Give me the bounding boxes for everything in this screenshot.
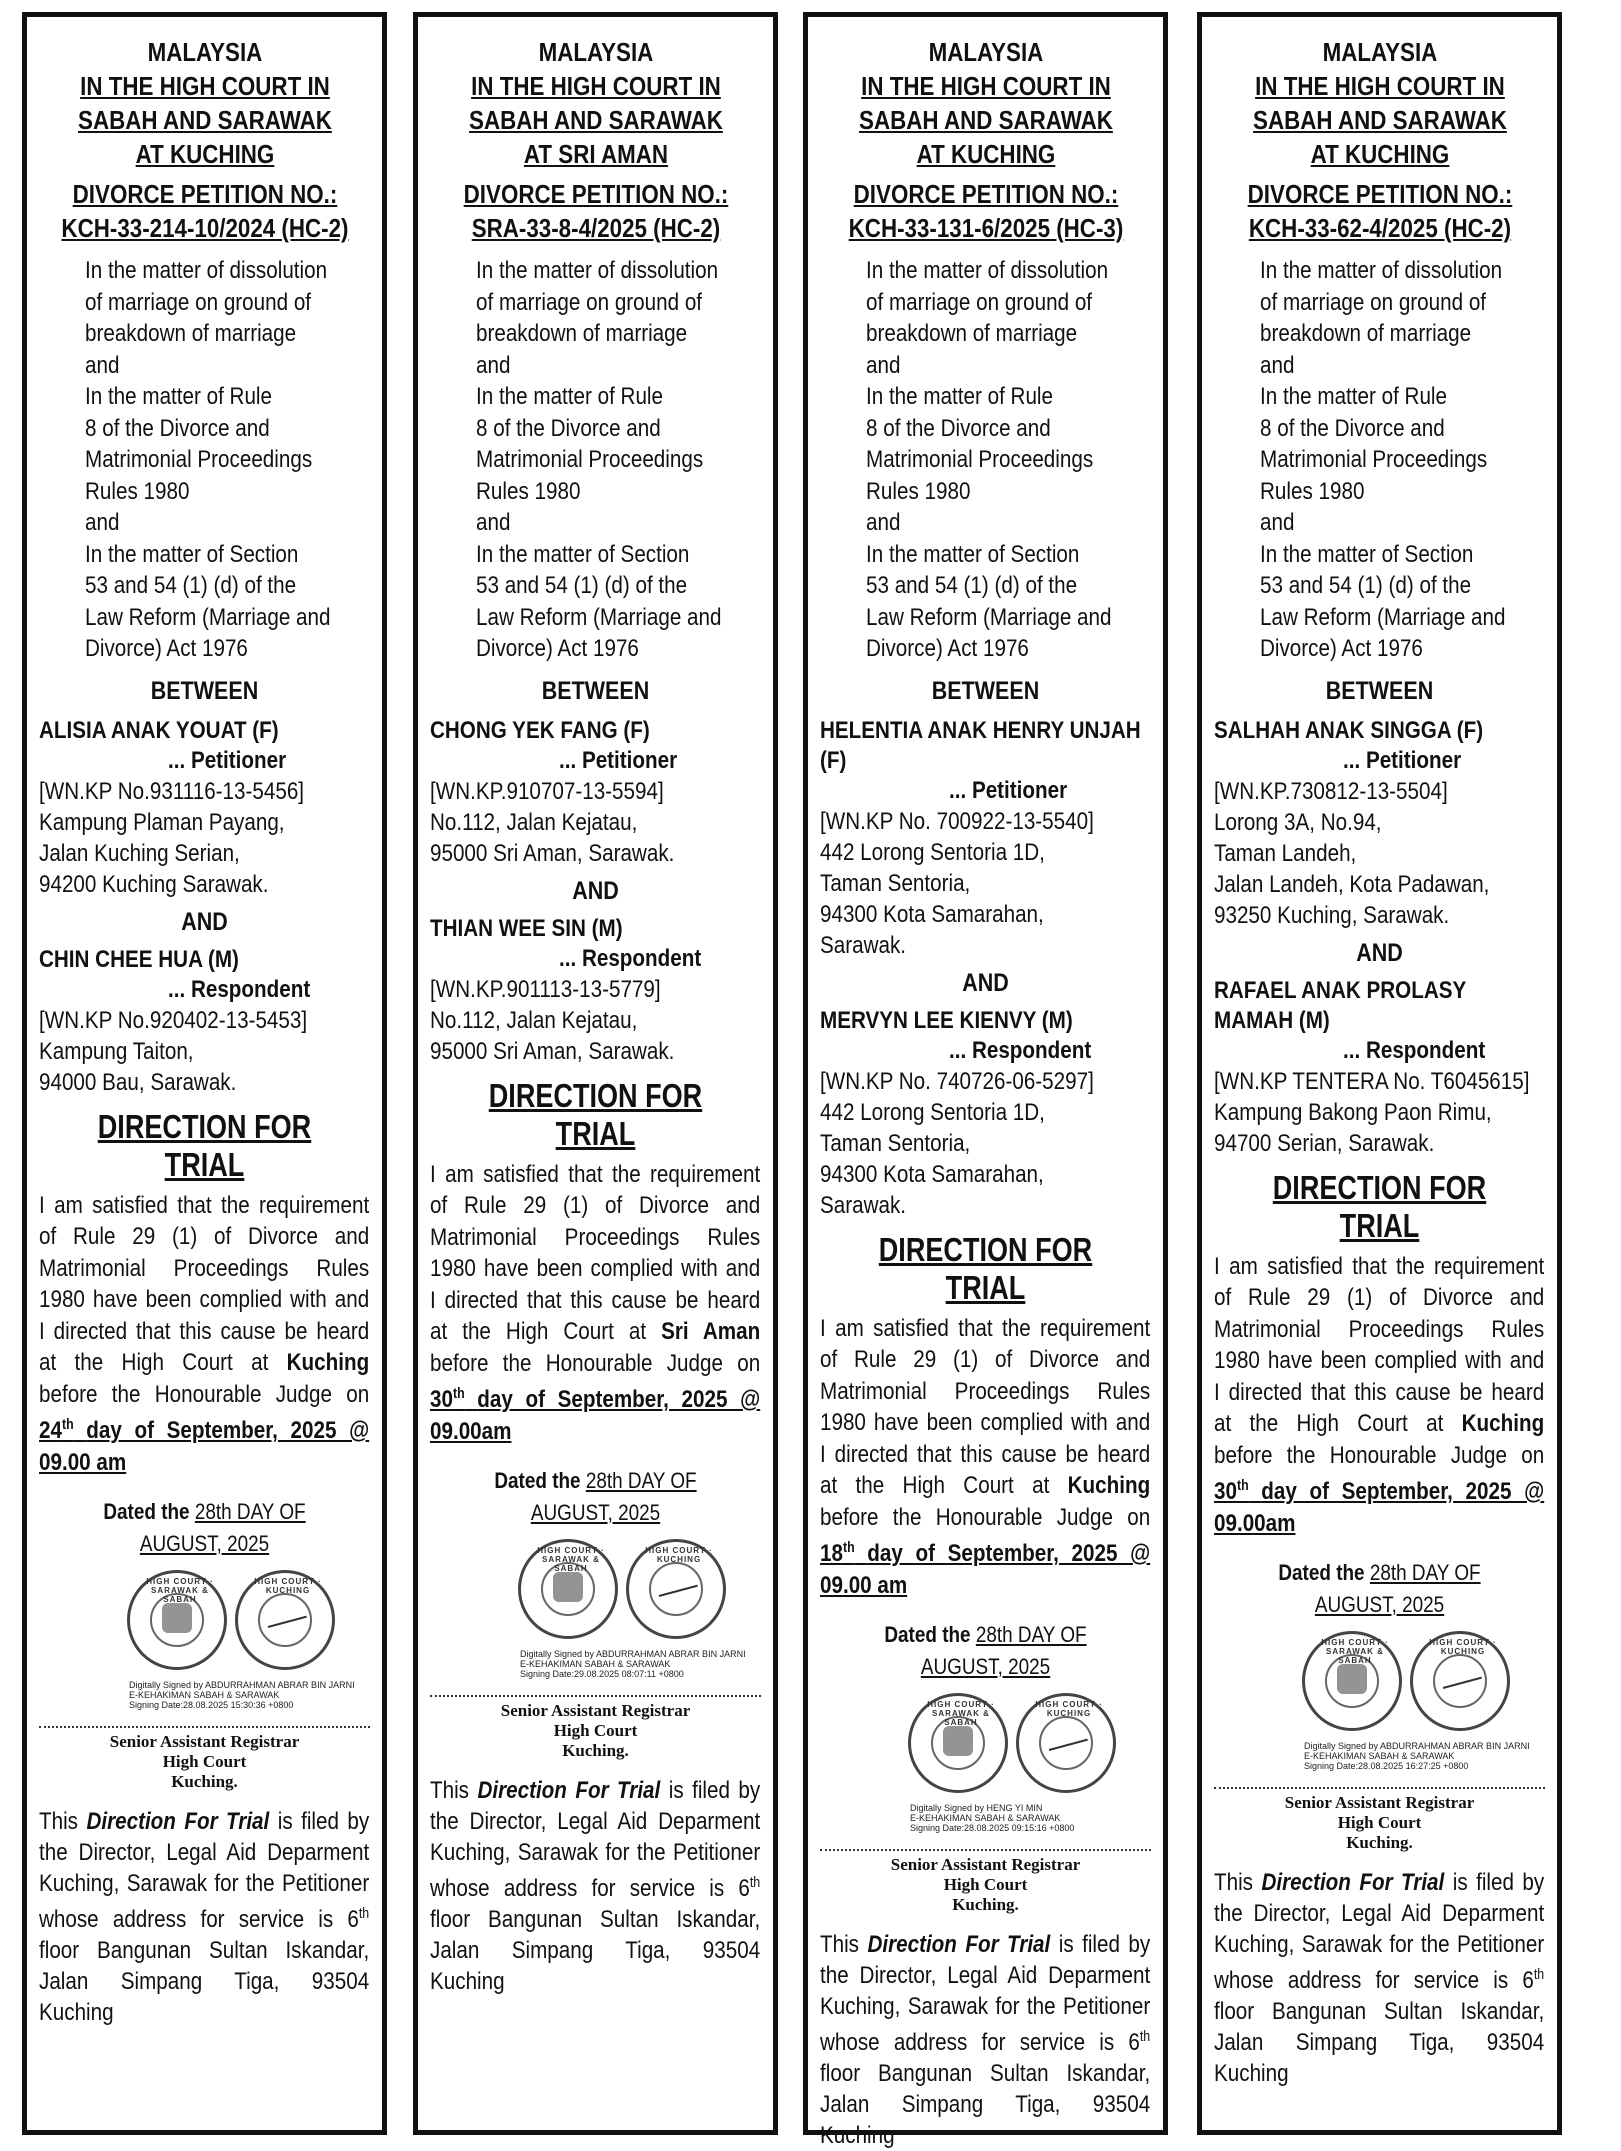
trial-place: Kuching — [1067, 1472, 1151, 1499]
respondent-address — [1214, 1066, 1544, 1159]
text-line: High Court — [553, 1721, 638, 1740]
registrar-block — [1214, 1793, 1545, 1853]
court-header — [39, 35, 369, 245]
text-line: Digitally Signed by ABDURRAHMAN ABRAR BIN JARNI — [1304, 1741, 1530, 1751]
matter-block — [1260, 255, 1590, 665]
petitioner-name: HELENTIA ANAK HENRY UNJAH (F) — [820, 716, 1141, 774]
text-line: Kampung Taiton, — [39, 1037, 194, 1065]
trial-date: 30th day of September, 2025 @ 09.00am — [1214, 1478, 1545, 1537]
text-line: Kuching. — [1346, 1833, 1413, 1852]
text-line: of marriage on ground of — [866, 288, 1093, 316]
text-line: In the matter of Rule — [866, 383, 1054, 410]
petitioner-name: SALHAH ANAK SINGGA (F) — [1214, 716, 1484, 744]
text-line: In the matter of Rule — [1260, 383, 1448, 410]
petitioner-role: ... Petitioner — [559, 746, 678, 774]
text-line: High Court — [1337, 1813, 1422, 1832]
text-line: Matrimonial Proceedings — [866, 446, 1094, 473]
text-line: 95000 Sri Aman, Sarawak. — [430, 1037, 675, 1065]
dated-line — [843, 1619, 1128, 1683]
text-line: Lorong 3A, No.94, — [1214, 808, 1382, 836]
text-line: of marriage on ground of — [476, 288, 703, 316]
registrar-seal-icon — [1410, 1631, 1510, 1731]
digital-signature — [1214, 1741, 1530, 1771]
text-line: Divorce) Act 1976 — [866, 635, 1029, 662]
text-line: In the matter of dissolution — [1260, 257, 1503, 284]
text-line: and — [85, 509, 120, 536]
text-line: Signing Date:29.08.2025 08:07:11 +0800 — [520, 1669, 684, 1679]
text-line: Digitally Signed by ABDURRAHMAN ABRAR BIN JARNI — [520, 1649, 746, 1659]
text-line: Law Reform (Marriage and — [476, 603, 722, 631]
petitioner-role: ... Petitioner — [1343, 746, 1462, 774]
registrar-block — [430, 1701, 761, 1761]
notice-column — [22, 12, 387, 2135]
dated-value: 28th DAY OF AUGUST, 2025 — [139, 1499, 306, 1556]
dated-value: 28th DAY OF AUGUST, 2025 — [530, 1468, 697, 1525]
text-line: Signing Date:28.08.2025 09:15:16 +0800 — [910, 1823, 1075, 1833]
petitioner-name: ALISIA ANAK YOUAT (F) — [39, 716, 279, 744]
text-line: In the matter of Section — [476, 540, 690, 568]
and-label: AND — [572, 876, 619, 905]
direction-text: I am satisfied that the requirement of Rule 29 (1) of Divorce and Matrimonial Proceedings Rules 1980 have been complied with and I directed that this cause be heard at the High Court at — [820, 1314, 1151, 1499]
respondent-role: ... Respondent — [168, 975, 311, 1003]
text-line: Digitally Signed by ABDURRAHMAN ABRAR BIN JARNI — [129, 1680, 355, 1690]
petition-number: KCH-33-62-4/2025 (HC-2) — [1248, 213, 1511, 243]
text-line: [WN.KP No.931116-13-5456] — [39, 777, 305, 805]
direction-title: DIRECTION FOR TRIAL — [488, 1076, 703, 1152]
text-line: Law Reform (Marriage and — [85, 603, 331, 631]
direction-text-2: before the Honourable Judge on — [430, 1349, 761, 1377]
text-line: Senior Assistant Registrar — [500, 1701, 691, 1720]
court-location: AT KUCHING — [916, 139, 1055, 169]
text-line: 94300 Kota Samarahan, — [820, 1160, 1044, 1188]
petition-number: KCH-33-214-10/2024 (HC-2) — [60, 213, 349, 243]
petition-number: KCH-33-131-6/2025 (HC-3) — [848, 213, 1123, 243]
court-line: IN THE HIGH COURT IN — [1254, 71, 1505, 101]
text-line: Divorce) Act 1976 — [476, 635, 639, 662]
text-line: E-KEHAKIMAN SABAH & SARAWAK — [129, 1690, 280, 1700]
trial-place: Kuching — [1461, 1410, 1545, 1437]
text-line: and — [476, 509, 511, 536]
trial-date: 30th day of September, 2025 @ 09.00am — [430, 1386, 761, 1445]
trial-place: Sri Aman — [661, 1318, 761, 1345]
text-line: Rules 1980 — [866, 477, 971, 505]
and-label: AND — [1356, 938, 1403, 967]
petition-label: DIVORCE PETITION NO.: — [853, 179, 1118, 209]
country-title: MALAYSIA — [928, 37, 1043, 67]
text-line: 53 and 54 (1) (d) of the — [866, 572, 1078, 599]
text-line: and — [866, 509, 901, 536]
direction-text: I am satisfied that the requirement of Rule 29 (1) of Divorce and Matrimonial Proceedings Rules 1980 have been complied with and I directed that this cause be heard at the High Court at — [1214, 1252, 1545, 1437]
text-line: In the matter of dissolution — [476, 257, 719, 284]
text-line: and — [85, 351, 120, 379]
court-seal-icon — [908, 1693, 1008, 1793]
seal-text: HIGH COURT · SARAWAK & SABAH — [927, 1700, 995, 1727]
petitioner-role: ... Petitioner — [949, 776, 1068, 804]
text-line: Taman Sentoria, — [820, 869, 971, 897]
trial-place: Kuching — [286, 1349, 370, 1376]
respondent-name: RAFAEL ANAK PROLASY MAMAH (M) — [1214, 976, 1466, 1034]
court-seal-icon — [127, 1570, 227, 1670]
text-line: 94200 Kuching Sarawak. — [39, 870, 269, 898]
text-line: breakdown of marriage — [1260, 320, 1472, 347]
notice-column — [1197, 12, 1562, 2135]
signature-line — [1214, 1787, 1545, 1789]
filed-emphasis: Direction For Trial — [867, 1931, 1051, 1958]
respondent-name: THIAN WEE SIN (M) — [430, 914, 623, 942]
petitioner-address — [820, 806, 1150, 961]
filed-by-text: This Direction For Trial is filed by the Director, Legal Aid Deparment Kuching, Sarawak for the Petitioner whose address for service is 6th floor Bangunan Sultan Iskandar, Jalan Simpang Tiga, 93504 Kuching — [430, 1777, 761, 1995]
text-line: 93250 Kuching, Sarawak. — [1214, 901, 1450, 929]
petition-label: DIVORCE PETITION NO.: — [463, 179, 728, 209]
petitioner-address — [430, 776, 760, 869]
court-line: SABAH AND SARAWAK — [1252, 105, 1507, 135]
matter-block — [866, 255, 1196, 665]
signature-line — [820, 1849, 1151, 1851]
text-line: E-KEHAKIMAN SABAH & SARAWAK — [910, 1813, 1061, 1823]
court-location: AT KUCHING — [1310, 139, 1449, 169]
petitioner-name: CHONG YEK FANG (F) — [430, 716, 650, 744]
dated-label: Dated the — [1278, 1560, 1365, 1585]
signature-line — [39, 1726, 370, 1728]
text-line: Rules 1980 — [1260, 477, 1365, 505]
direction-body — [39, 1190, 369, 1479]
text-line: Kuching. — [562, 1741, 629, 1760]
filed-by-text: This Direction For Trial is filed by the Director, Legal Aid Deparment Kuching, Sarawak for the Petitioner whose address for service is 6th floor Bangunan Sultan Iskandar, Jalan Simpang Tiga, 93504 Kuching — [1214, 1869, 1545, 2087]
dated-line — [1237, 1557, 1522, 1621]
direction-text: I am satisfied that the requirement of Rule 29 (1) of Divorce and Matrimonial Proceedings Rules 1980 have been complied with and I directed that this cause be heard at the High Court at — [430, 1160, 761, 1345]
court-header — [820, 35, 1150, 245]
seal-text: HIGH COURT · KUCHING — [1429, 1638, 1497, 1656]
text-line: and — [476, 351, 511, 379]
text-line: E-KEHAKIMAN SABAH & SARAWAK — [520, 1659, 671, 1669]
text-line: 53 and 54 (1) (d) of the — [85, 572, 297, 599]
text-line: In the matter of dissolution — [866, 257, 1109, 284]
text-line: 442 Lorong Sentoria 1D, — [820, 838, 1045, 866]
petition-label: DIVORCE PETITION NO.: — [1247, 179, 1512, 209]
text-line: of marriage on ground of — [85, 288, 312, 316]
court-line: IN THE HIGH COURT IN — [79, 71, 330, 101]
dated-line — [453, 1465, 738, 1529]
text-line: Digitally Signed by HENG YI MIN — [910, 1803, 1043, 1813]
seals — [430, 1539, 761, 1689]
court-line: SABAH AND SARAWAK — [77, 105, 332, 135]
between-label: BETWEEN — [541, 676, 650, 705]
text-line: [WN.KP.901113-13-5779] — [430, 975, 661, 1003]
registrar-seal-icon — [626, 1539, 726, 1639]
seals — [820, 1693, 1151, 1843]
direction-title: DIRECTION FOR TRIAL — [1272, 1168, 1487, 1244]
text-line: Jalan Kuching Serian, — [39, 839, 240, 867]
text-line: Kuching. — [171, 1772, 238, 1791]
text-line: 94300 Kota Samarahan, — [820, 900, 1044, 928]
direction-text-2: before the Honourable Judge on — [39, 1380, 370, 1408]
text-line: Matrimonial Proceedings — [85, 446, 313, 473]
text-line: In the matter of Rule — [85, 383, 273, 410]
between-label: BETWEEN — [931, 676, 1040, 705]
direction-body — [820, 1313, 1150, 1602]
seal-text: HIGH COURT · SARAWAK & SABAH — [1321, 1638, 1389, 1665]
text-line: Kampung Bakong Paon Rimu, — [1214, 1098, 1492, 1126]
direction-text-2: before the Honourable Judge on — [820, 1503, 1151, 1531]
respondent-address — [820, 1066, 1150, 1221]
text-line: High Court — [162, 1752, 247, 1771]
text-line: In the matter of dissolution — [85, 257, 328, 284]
dated-label: Dated the — [884, 1622, 971, 1647]
petitioner-address — [1214, 776, 1544, 931]
text-line: High Court — [943, 1875, 1028, 1894]
court-line: IN THE HIGH COURT IN — [470, 71, 721, 101]
between-label: BETWEEN — [150, 676, 259, 705]
direction-text-2: before the Honourable Judge on — [1214, 1441, 1545, 1469]
country-title: MALAYSIA — [538, 37, 653, 67]
registrar-block — [820, 1855, 1151, 1915]
court-line: SABAH AND SARAWAK — [468, 105, 723, 135]
filed-emphasis: Direction For Trial — [86, 1808, 270, 1835]
respondent-address — [430, 974, 760, 1067]
text-line: Kampung Plaman Payang, — [39, 808, 285, 836]
respondent-role: ... Respondent — [559, 944, 702, 972]
dated-line — [62, 1496, 347, 1560]
filed-by-text: This Direction For Trial is filed by the Director, Legal Aid Deparment Kuching, Sarawak for the Petitioner whose address for service is 6th floor Bangunan Sultan Iskandar, Jalan Simpang Tiga, 93504 Kuching — [39, 1808, 370, 2026]
seal-text: HIGH COURT · SARAWAK & SABAH — [146, 1577, 214, 1604]
seal-text: HIGH COURT · SARAWAK & SABAH — [537, 1546, 605, 1573]
filed-emphasis: Direction For Trial — [477, 1777, 661, 1804]
seals — [1214, 1631, 1545, 1781]
text-line: and — [1260, 509, 1295, 536]
text-line: Senior Assistant Registrar — [109, 1732, 300, 1751]
and-label: AND — [181, 907, 228, 936]
matter-block — [476, 255, 806, 665]
text-line: Law Reform (Marriage and — [866, 603, 1112, 631]
text-line: and — [866, 351, 901, 379]
petition-number: SRA-33-8-4/2025 (HC-2) — [471, 213, 720, 243]
between-label: BETWEEN — [1325, 676, 1434, 705]
text-line: Senior Assistant Registrar — [1284, 1793, 1475, 1812]
text-line: No.112, Jalan Kejatau, — [430, 1006, 638, 1034]
respondent-address — [39, 1005, 369, 1098]
dated-label: Dated the — [494, 1468, 581, 1493]
direction-title: DIRECTION FOR TRIAL — [878, 1230, 1093, 1306]
petitioner-address — [39, 776, 369, 900]
text-line: Sarawak. — [820, 931, 907, 959]
text-line: E-KEHAKIMAN SABAH & SARAWAK — [1304, 1751, 1455, 1761]
text-line: Taman Landeh, — [1214, 839, 1357, 867]
country-title: MALAYSIA — [1322, 37, 1437, 67]
text-line: 94000 Bau, Sarawak. — [39, 1068, 237, 1096]
text-line: Sarawak. — [820, 1191, 907, 1219]
court-seal-icon — [1302, 1631, 1402, 1731]
text-line: No.112, Jalan Kejatau, — [430, 808, 638, 836]
text-line: Kuching. — [952, 1895, 1019, 1914]
text-line: 53 and 54 (1) (d) of the — [476, 572, 688, 599]
text-line: [WN.KP.730812-13-5504] — [1214, 777, 1448, 805]
text-line: In the matter of Section — [85, 540, 299, 568]
text-line: and — [1260, 351, 1295, 379]
text-line: 94700 Serian, Sarawak. — [1214, 1129, 1435, 1157]
text-line: [WN.KP TENTERA No. T6045615] — [1214, 1067, 1530, 1095]
text-line: Signing Date:28.08.2025 15:30:36 +0800 — [129, 1700, 294, 1710]
respondent-name: CHIN CHEE HUA (M) — [39, 945, 239, 973]
registrar-block — [39, 1732, 370, 1792]
text-line: In the matter of Section — [866, 540, 1080, 568]
text-line: Divorce) Act 1976 — [85, 635, 248, 662]
text-line: Signing Date:28.08.2025 16:27:25 +0800 — [1304, 1761, 1469, 1771]
text-line: 442 Lorong Sentoria 1D, — [820, 1098, 1045, 1126]
direction-title: DIRECTION FOR TRIAL — [97, 1107, 312, 1183]
respondent-role: ... Respondent — [949, 1036, 1092, 1064]
text-line: 8 of the Divorce and — [1260, 414, 1445, 442]
text-line: breakdown of marriage — [866, 320, 1078, 347]
text-line: 95000 Sri Aman, Sarawak. — [430, 839, 675, 867]
court-line: SABAH AND SARAWAK — [858, 105, 1113, 135]
text-line: In the matter of Section — [1260, 540, 1474, 568]
text-line: breakdown of marriage — [476, 320, 688, 347]
notice-column — [413, 12, 778, 2135]
petitioner-role: ... Petitioner — [168, 746, 287, 774]
text-line: [WN.KP No.920402-13-5453] — [39, 1006, 308, 1034]
text-line: Taman Sentoria, — [820, 1129, 971, 1157]
digital-signature — [820, 1803, 1074, 1833]
trial-date: 24th day of September, 2025 @ 09.00 am — [39, 1417, 370, 1476]
digital-signature — [39, 1680, 355, 1710]
signature-line — [430, 1695, 761, 1697]
seal-text: HIGH COURT · KUCHING — [254, 1577, 322, 1595]
matter-block — [85, 255, 415, 665]
seal-text: HIGH COURT · KUCHING — [645, 1546, 713, 1564]
dated-value: 28th DAY OF AUGUST, 2025 — [1314, 1560, 1481, 1617]
dated-value: 28th DAY OF AUGUST, 2025 — [920, 1622, 1087, 1679]
text-line: Divorce) Act 1976 — [1260, 635, 1423, 662]
court-location: AT SRI AMAN — [523, 139, 668, 169]
court-line: IN THE HIGH COURT IN — [860, 71, 1111, 101]
text-line: [WN.KP No. 700922-13-5540] — [820, 807, 1094, 835]
country-title: MALAYSIA — [147, 37, 262, 67]
and-label: AND — [962, 968, 1009, 997]
filed-by-text: This Direction For Trial is filed by the Director, Legal Aid Deparment Kuching, Sarawak for the Petitioner whose address for service is 6th floor Bangunan Sultan Iskandar, Jalan Simpang Tiga, 93504 Kuching — [820, 1931, 1151, 2149]
court-header — [1214, 35, 1544, 245]
direction-body — [1214, 1251, 1544, 1540]
text-line: 8 of the Divorce and — [866, 414, 1051, 442]
court-location: AT KUCHING — [135, 139, 274, 169]
text-line: breakdown of marriage — [85, 320, 297, 347]
direction-text: I am satisfied that the requirement of Rule 29 (1) of Divorce and Matrimonial Proceedings Rules 1980 have been complied with and I directed that this cause be heard at the High Court at — [39, 1191, 370, 1376]
text-line: 53 and 54 (1) (d) of the — [1260, 572, 1472, 599]
court-header — [430, 35, 760, 245]
text-line: 8 of the Divorce and — [476, 414, 661, 442]
direction-body — [430, 1159, 760, 1448]
text-line: Matrimonial Proceedings — [476, 446, 704, 473]
text-line: In the matter of Rule — [476, 383, 664, 410]
petition-label: DIVORCE PETITION NO.: — [72, 179, 337, 209]
filed-emphasis: Direction For Trial — [1261, 1869, 1445, 1896]
digital-signature — [430, 1649, 746, 1679]
text-line: Law Reform (Marriage and — [1260, 603, 1506, 631]
respondent-role: ... Respondent — [1343, 1036, 1486, 1064]
text-line: Senior Assistant Registrar — [890, 1855, 1081, 1874]
text-line: Jalan Landeh, Kota Padawan, — [1214, 870, 1490, 898]
dated-label: Dated the — [103, 1499, 190, 1524]
registrar-seal-icon — [235, 1570, 335, 1670]
seal-text: HIGH COURT · KUCHING — [1035, 1700, 1103, 1718]
registrar-seal-icon — [1016, 1693, 1116, 1793]
trial-date: 18th day of September, 2025 @ 09.00 am — [820, 1540, 1151, 1599]
text-line: of marriage on ground of — [1260, 288, 1487, 316]
seals — [39, 1570, 370, 1720]
text-line: Rules 1980 — [476, 477, 581, 505]
text-line: [WN.KP No. 740726-06-5297] — [820, 1067, 1094, 1095]
text-line: [WN.KP.910707-13-5594] — [430, 777, 664, 805]
respondent-name: MERVYN LEE KIENVY (M) — [820, 1006, 1073, 1034]
court-seal-icon — [518, 1539, 618, 1639]
notice-column — [803, 12, 1168, 2149]
text-line: Rules 1980 — [85, 477, 190, 505]
text-line: 8 of the Divorce and — [85, 414, 270, 442]
text-line: Matrimonial Proceedings — [1260, 446, 1488, 473]
